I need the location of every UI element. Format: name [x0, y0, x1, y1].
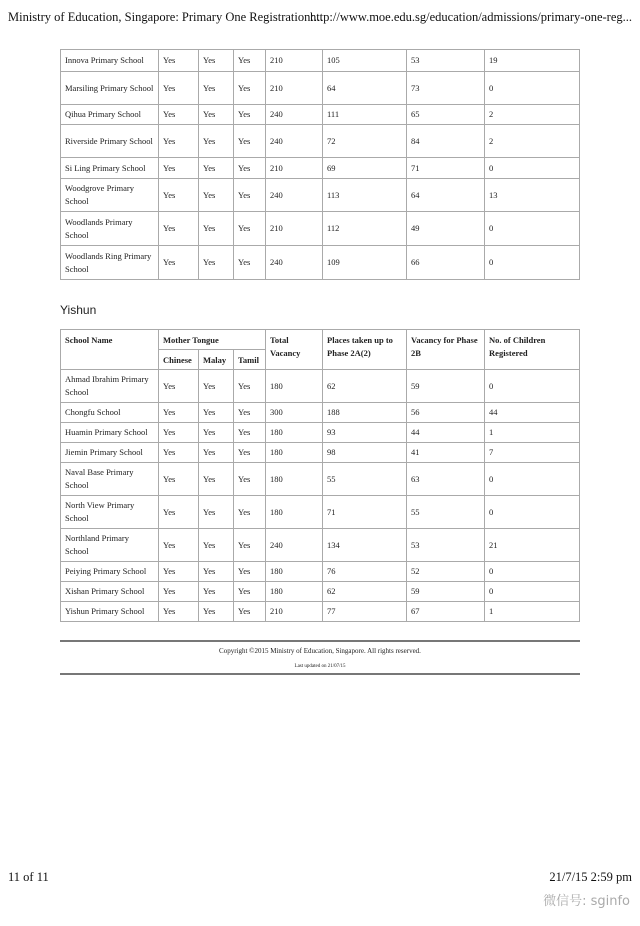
- cell-places-taken: 72: [323, 125, 407, 158]
- cell-places-taken: 111: [323, 105, 407, 125]
- cell-total-vacancy: 210: [266, 158, 323, 179]
- table-row: [61, 582, 580, 602]
- cell-total-vacancy: 240: [266, 246, 323, 280]
- cell-malay: Yes: [199, 529, 234, 562]
- cell-chinese: Yes: [159, 72, 199, 105]
- cell-malay: Yes: [199, 496, 234, 529]
- header-chinese: Chinese: [159, 350, 199, 370]
- cell-chinese: Yes: [159, 443, 199, 463]
- cell-vacancy-2b: 41: [407, 443, 485, 463]
- cell-tamil: Yes: [234, 246, 266, 280]
- cell-vacancy-2b: 65: [407, 105, 485, 125]
- table-row: [61, 158, 580, 179]
- table-row: [61, 370, 580, 403]
- table-row: [61, 403, 580, 423]
- cell-registered: 2: [485, 105, 580, 125]
- table-row: [61, 602, 580, 622]
- cell-total-vacancy: 210: [266, 72, 323, 105]
- cell-malay: Yes: [199, 602, 234, 622]
- cell-total-vacancy: 240: [266, 105, 323, 125]
- cell-registered: 0: [485, 582, 580, 602]
- cell-vacancy-2b: 73: [407, 72, 485, 105]
- cell-total-vacancy: 240: [266, 179, 323, 212]
- cell-school-name: Woodlands Ring Primary School: [61, 246, 159, 280]
- cell-chinese: Yes: [159, 105, 199, 125]
- cell-vacancy-2b: 64: [407, 179, 485, 212]
- table-row: [61, 105, 580, 125]
- header-registered: No. of Children Registered: [485, 330, 580, 370]
- cell-malay: Yes: [199, 423, 234, 443]
- cell-school-name: Woodgrove Primary School: [61, 179, 159, 212]
- cell-malay: Yes: [199, 212, 234, 246]
- table-row: [61, 496, 580, 529]
- cell-school-name: Xishan Primary School: [61, 582, 159, 602]
- watermark: 微信号: sginfo: [543, 894, 630, 909]
- cell-registered: 0: [485, 158, 580, 179]
- cell-malay: Yes: [199, 125, 234, 158]
- cell-chinese: Yes: [159, 562, 199, 582]
- header-school-name: School Name: [61, 330, 159, 370]
- cell-chinese: Yes: [159, 158, 199, 179]
- header-total-vacancy: Total Vacancy: [266, 330, 323, 370]
- cell-malay: Yes: [199, 582, 234, 602]
- cell-chinese: Yes: [159, 582, 199, 602]
- cell-chinese: Yes: [159, 423, 199, 443]
- table-row: [61, 72, 580, 105]
- cell-places-taken: 109: [323, 246, 407, 280]
- table-row: [61, 529, 580, 562]
- cell-vacancy-2b: 49: [407, 212, 485, 246]
- cell-malay: Yes: [199, 158, 234, 179]
- table-row: [61, 179, 580, 212]
- cell-vacancy-2b: 67: [407, 602, 485, 622]
- cell-malay: Yes: [199, 72, 234, 105]
- cell-tamil: Yes: [234, 562, 266, 582]
- copyright: Copyright ©2015 Ministry of Education, Singapore. All rights reserved.: [219, 647, 421, 655]
- cell-places-taken: 113: [323, 179, 407, 212]
- table-row: [61, 562, 580, 582]
- footer-divider-bottom: [60, 673, 580, 675]
- cell-registered: 0: [485, 496, 580, 529]
- cell-registered: 0: [485, 212, 580, 246]
- header-places-taken: Places taken up to Phase 2A(2): [323, 330, 407, 370]
- cell-tamil: Yes: [234, 370, 266, 403]
- cell-school-name: Chongfu School: [61, 403, 159, 423]
- cell-tamil: Yes: [234, 443, 266, 463]
- cell-total-vacancy: 180: [266, 582, 323, 602]
- cell-school-name: Riverside Primary School: [61, 125, 159, 158]
- cell-total-vacancy: 210: [266, 212, 323, 246]
- cell-vacancy-2b: 55: [407, 496, 485, 529]
- page-number: 11 of 11: [8, 870, 49, 884]
- cell-tamil: Yes: [234, 463, 266, 496]
- cell-school-name: Huamin Primary School: [61, 423, 159, 443]
- cell-chinese: Yes: [159, 212, 199, 246]
- cell-malay: Yes: [199, 50, 234, 72]
- cell-total-vacancy: 180: [266, 423, 323, 443]
- page-url: http://www.moe.edu.sg/education/admissions/primary-one-reg...: [309, 10, 632, 24]
- cell-registered: 0: [485, 246, 580, 280]
- cell-total-vacancy: 180: [266, 443, 323, 463]
- cell-registered: 0: [485, 463, 580, 496]
- header-malay: Malay: [199, 350, 234, 370]
- cell-places-taken: 112: [323, 212, 407, 246]
- schools-table-woodlands: [60, 49, 580, 280]
- table-row: [61, 212, 580, 246]
- cell-vacancy-2b: 63: [407, 463, 485, 496]
- cell-tamil: Yes: [234, 125, 266, 158]
- cell-tamil: Yes: [234, 529, 266, 562]
- cell-tamil: Yes: [234, 72, 266, 105]
- table-row: [61, 50, 580, 72]
- table-row: [61, 423, 580, 443]
- cell-tamil: Yes: [234, 212, 266, 246]
- cell-tamil: Yes: [234, 496, 266, 529]
- cell-school-name: Northland Primary School: [61, 529, 159, 562]
- page-title: Ministry of Education, Singapore: Primary One Registration:...: [8, 10, 324, 24]
- cell-school-name: Peiying Primary School: [61, 562, 159, 582]
- cell-chinese: Yes: [159, 463, 199, 496]
- cell-total-vacancy: 210: [266, 50, 323, 72]
- cell-total-vacancy: 240: [266, 125, 323, 158]
- cell-total-vacancy: 240: [266, 529, 323, 562]
- table-row: [61, 125, 580, 158]
- cell-malay: Yes: [199, 105, 234, 125]
- schools-table-yishun: [60, 329, 580, 622]
- cell-school-name: Yishun Primary School: [61, 602, 159, 622]
- cell-chinese: Yes: [159, 602, 199, 622]
- cell-school-name: Naval Base Primary School: [61, 463, 159, 496]
- cell-chinese: Yes: [159, 370, 199, 403]
- cell-tamil: Yes: [234, 423, 266, 443]
- cell-places-taken: 76: [323, 562, 407, 582]
- cell-malay: Yes: [199, 562, 234, 582]
- cell-places-taken: 71: [323, 496, 407, 529]
- cell-tamil: Yes: [234, 403, 266, 423]
- cell-tamil: Yes: [234, 582, 266, 602]
- cell-school-name: Innova Primary School: [61, 50, 159, 72]
- cell-registered: 7: [485, 443, 580, 463]
- cell-total-vacancy: 180: [266, 496, 323, 529]
- cell-malay: Yes: [199, 403, 234, 423]
- cell-vacancy-2b: 71: [407, 158, 485, 179]
- table-row: [61, 246, 580, 280]
- cell-registered: 0: [485, 72, 580, 105]
- cell-malay: Yes: [199, 463, 234, 496]
- cell-registered: 0: [485, 562, 580, 582]
- cell-vacancy-2b: 53: [407, 529, 485, 562]
- table-row: [61, 463, 580, 496]
- cell-school-name: Woodlands Primary School: [61, 212, 159, 246]
- cell-chinese: Yes: [159, 125, 199, 158]
- cell-places-taken: 55: [323, 463, 407, 496]
- cell-places-taken: 188: [323, 403, 407, 423]
- cell-vacancy-2b: 59: [407, 370, 485, 403]
- cell-places-taken: 64: [323, 72, 407, 105]
- cell-chinese: Yes: [159, 403, 199, 423]
- cell-vacancy-2b: 59: [407, 582, 485, 602]
- cell-vacancy-2b: 52: [407, 562, 485, 582]
- cell-vacancy-2b: 56: [407, 403, 485, 423]
- cell-places-taken: 134: [323, 529, 407, 562]
- cell-total-vacancy: 180: [266, 562, 323, 582]
- cell-school-name: North View Primary School: [61, 496, 159, 529]
- cell-places-taken: 105: [323, 50, 407, 72]
- cell-places-taken: 93: [323, 423, 407, 443]
- cell-vacancy-2b: 53: [407, 50, 485, 72]
- cell-places-taken: 77: [323, 602, 407, 622]
- cell-total-vacancy: 300: [266, 403, 323, 423]
- cell-tamil: Yes: [234, 105, 266, 125]
- cell-school-name: Jiemin Primary School: [61, 443, 159, 463]
- header-vacancy-2b: Vacancy for Phase 2B: [407, 330, 485, 370]
- cell-tamil: Yes: [234, 602, 266, 622]
- cell-school-name: Si Ling Primary School: [61, 158, 159, 179]
- cell-malay: Yes: [199, 370, 234, 403]
- cell-vacancy-2b: 44: [407, 423, 485, 443]
- cell-registered: 19: [485, 50, 580, 72]
- cell-registered: 44: [485, 403, 580, 423]
- header-tamil: Tamil: [234, 350, 266, 370]
- cell-tamil: Yes: [234, 179, 266, 212]
- cell-chinese: Yes: [159, 50, 199, 72]
- cell-registered: 1: [485, 602, 580, 622]
- cell-tamil: Yes: [234, 50, 266, 72]
- cell-chinese: Yes: [159, 179, 199, 212]
- header-mother-tongue: Mother Tongue: [159, 330, 266, 350]
- cell-registered: 13: [485, 179, 580, 212]
- cell-chinese: Yes: [159, 529, 199, 562]
- cell-total-vacancy: 180: [266, 463, 323, 496]
- footer-divider: [60, 640, 580, 642]
- cell-school-name: Qihua Primary School: [61, 105, 159, 125]
- cell-registered: 2: [485, 125, 580, 158]
- cell-school-name: Ahmad Ibrahim Primary School: [61, 370, 159, 403]
- cell-places-taken: 69: [323, 158, 407, 179]
- cell-total-vacancy: 210: [266, 602, 323, 622]
- cell-total-vacancy: 180: [266, 370, 323, 403]
- cell-school-name: Marsiling Primary School: [61, 72, 159, 105]
- cell-places-taken: 62: [323, 582, 407, 602]
- cell-chinese: Yes: [159, 246, 199, 280]
- last-updated: Last updated on 21/07/15: [294, 664, 346, 669]
- cell-places-taken: 62: [323, 370, 407, 403]
- print-datetime: 21/7/15 2:59 pm: [549, 870, 632, 884]
- cell-chinese: Yes: [159, 496, 199, 529]
- cell-registered: 1: [485, 423, 580, 443]
- cell-vacancy-2b: 84: [407, 125, 485, 158]
- cell-malay: Yes: [199, 443, 234, 463]
- cell-malay: Yes: [199, 179, 234, 212]
- cell-places-taken: 98: [323, 443, 407, 463]
- cell-registered: 21: [485, 529, 580, 562]
- cell-vacancy-2b: 66: [407, 246, 485, 280]
- cell-malay: Yes: [199, 246, 234, 280]
- section-title: Yishun: [60, 303, 97, 317]
- cell-registered: 0: [485, 370, 580, 403]
- cell-tamil: Yes: [234, 158, 266, 179]
- table-row: [61, 443, 580, 463]
